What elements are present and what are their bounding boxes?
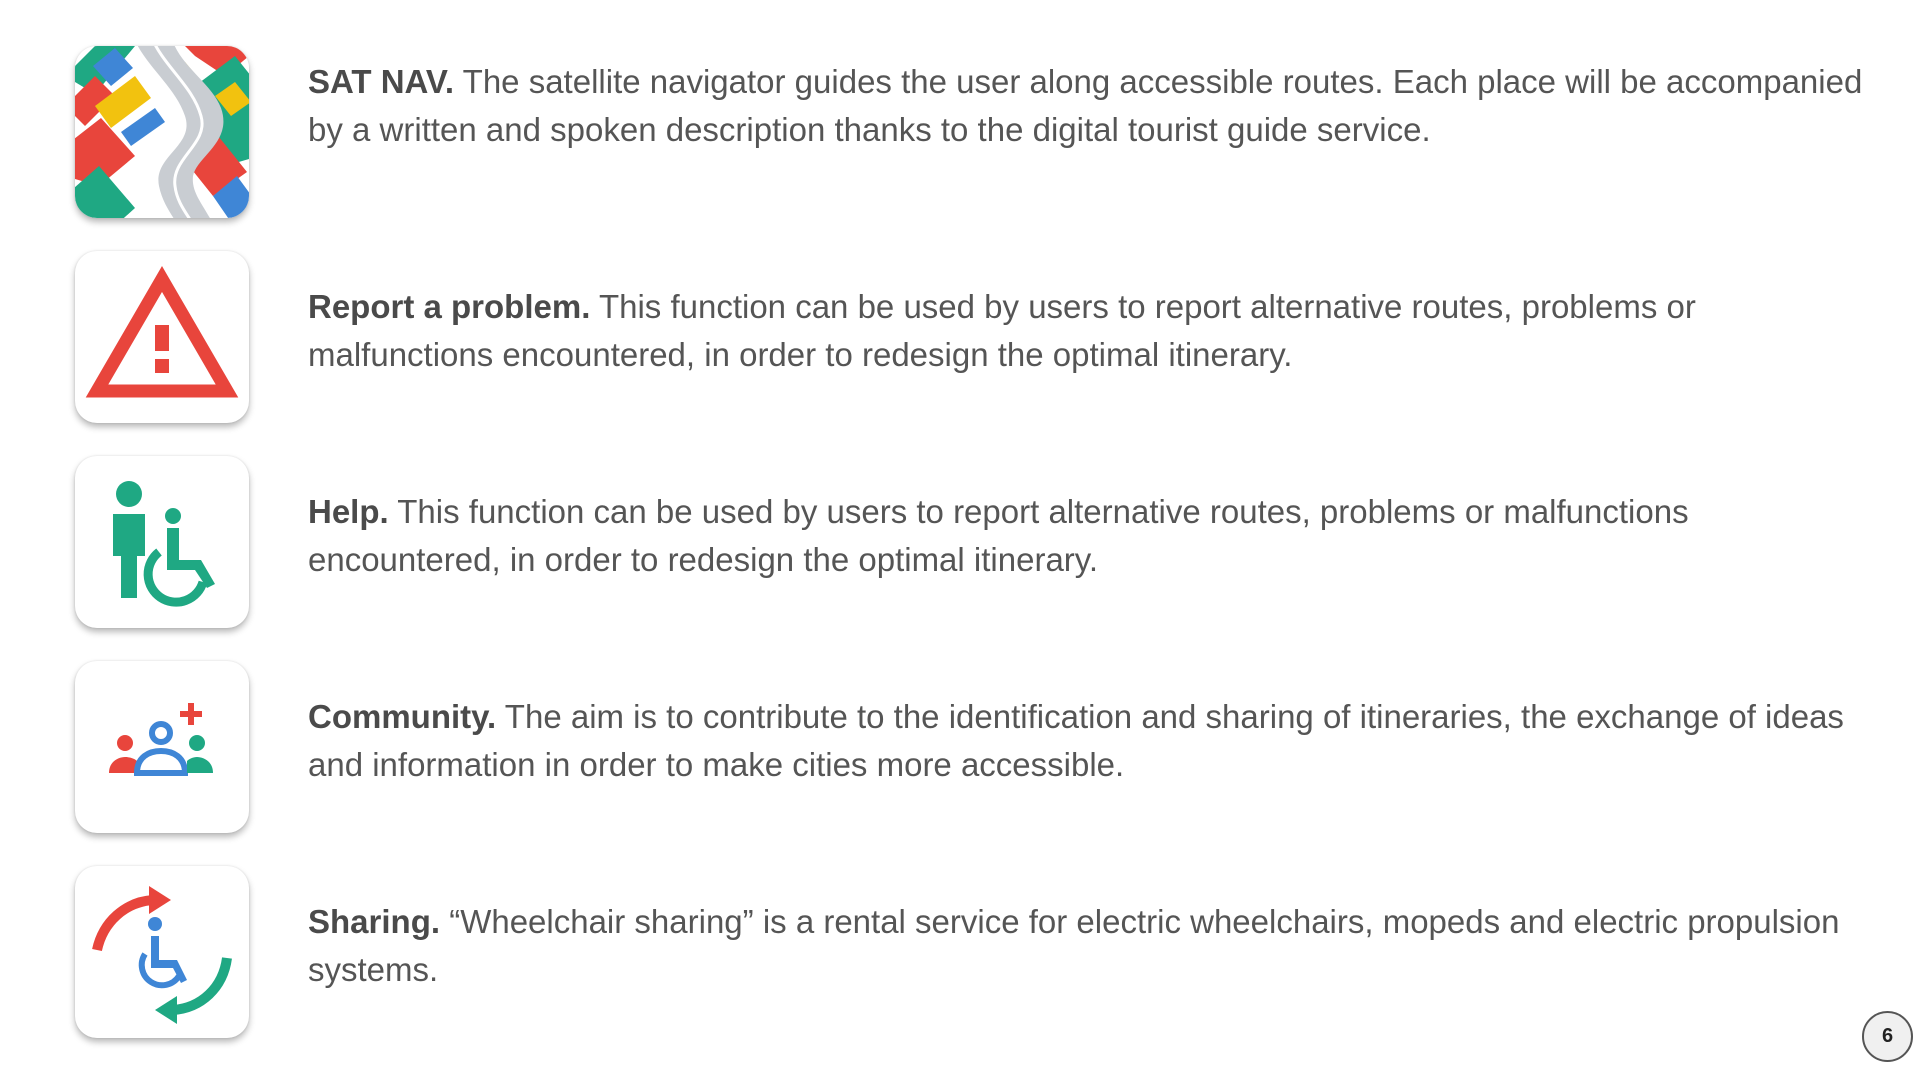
feature-help-text — [308, 488, 1868, 584]
wheelchair-sharing-icon[interactable] — [75, 866, 249, 1038]
feature-community — [75, 661, 1875, 836]
feature-title: SAT NAV. — [308, 63, 455, 100]
feature-description: “Wheelchair sharing” is a rental service for electric wheelchairs, mopeds and electric propulsion systems. — [308, 903, 1840, 988]
feature-help — [75, 456, 1875, 631]
feature-title: Help. — [308, 493, 389, 530]
feature-title: Report a problem. — [308, 288, 591, 325]
feature-sat-nav — [75, 46, 1875, 221]
feature-description: This function can be used by users to report alternative routes, problems or malfunctions encountered, in order to redesign the optimal itinerary. — [308, 493, 1689, 578]
feature-sharing-text — [308, 898, 1868, 994]
feature-title: Community. — [308, 698, 497, 735]
feature-description: This function can be used by users to report alternative routes, problems or malfunctions encountered, in order to redesign the optimal itinerary. — [308, 288, 1696, 373]
feature-report-text — [308, 283, 1868, 379]
feature-description: The satellite navigator guides the user along accessible routes. Each place will be accompanied by a written and spoken description thanks to the digital tourist guide service. — [308, 63, 1863, 148]
feature-sat-nav-text — [308, 58, 1868, 154]
community-icon[interactable] — [75, 661, 249, 833]
map-icon[interactable] — [75, 46, 249, 218]
page-number-badge: 6 — [1862, 1011, 1913, 1062]
feature-title: Sharing. — [308, 903, 441, 940]
warning-icon[interactable] — [75, 251, 249, 423]
feature-report — [75, 251, 1875, 426]
feature-community-text — [308, 693, 1868, 789]
assistance-icon[interactable] — [75, 456, 249, 628]
feature-sharing — [75, 866, 1875, 1041]
feature-description: The aim is to contribute to the identification and sharing of itineraries, the exchange of ideas and information in order to make cities more accessible. — [308, 698, 1844, 783]
